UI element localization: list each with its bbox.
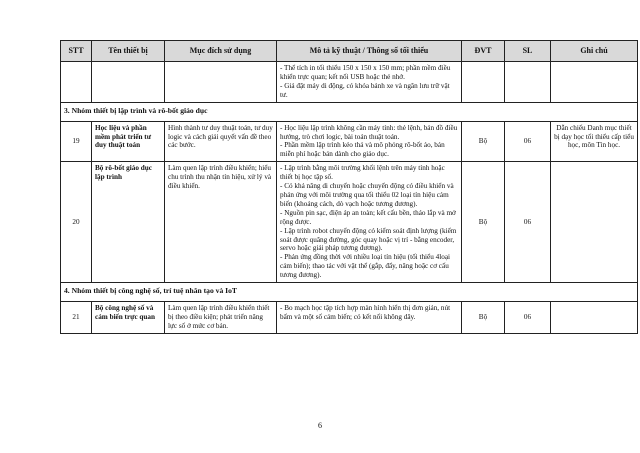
description-line: - Nguồn pin sạc, điện áp an toàn; kết cấu bền, tháo lắp và mở rộng được. [280, 208, 456, 226]
description-line: - Thể tích in tối thiểu 150 x 150 x 150 mm; phần mềm điều khiển trực quan; kết nối USB hoặc thẻ nhớ. [280, 64, 451, 81]
cell-name: Bộ rô-bốt giáo dục lập trình [92, 162, 165, 283]
header-technical-description: Mô tả kỹ thuật / Thông số tối thiểu [277, 41, 462, 62]
header-row [61, 41, 638, 62]
header-stt: STT [61, 41, 92, 62]
section-title: 3. Nhóm thiết bị lập trình và rô-bốt giáo dục [61, 102, 638, 121]
cell-name: Học liệu và phần mềm phát triển tư duy thuật toán [92, 121, 165, 162]
cell-unit: Bộ [462, 121, 505, 162]
cell-quantity [505, 62, 551, 103]
cell-unit: Bộ [462, 162, 505, 283]
cell-unit: Bộ [462, 302, 505, 334]
cell-stt: 20 [61, 162, 92, 283]
page-number: 6 [318, 421, 322, 430]
cell-name: Bộ công nghệ số và cảm biến trực quan [92, 302, 165, 334]
cell-description [277, 162, 462, 283]
cell-quantity: 06 [505, 302, 551, 334]
header-unit: ĐVT [462, 41, 505, 62]
cell-name [92, 62, 165, 103]
section-title: 4. Nhóm thiết bị công nghệ số, trí tuệ nhân tạo và IoT [61, 283, 638, 302]
cell-note [551, 62, 638, 103]
header-equipment-name: Tên thiết bị [92, 41, 165, 62]
header-purpose: Mục đích sử dụng [165, 41, 277, 62]
section-row-digital-ai-iot [61, 283, 638, 302]
cell-purpose: Làm quen lập trình điều khiển; hiểu chu trình thu nhận tín hiệu, xử lý và điều khiển. [165, 162, 277, 283]
cell-purpose [165, 62, 277, 103]
description-line: - Học liệu lập trình không cần máy tính: thẻ lệnh, bản đồ điều hướng, trò chơi logic, bài toán thuật toán. [280, 123, 458, 141]
cell-description [277, 62, 462, 103]
description-line: - Phần mềm lập trình kéo thả và mô phỏng rô-bốt ảo, bản miễn phí hoặc bản dành cho giáo dục. [280, 141, 445, 159]
description-line: - Phản ứng đồng thời với nhiều loại tín hiệu (tối thiểu 4loại cảm biến); thao tác với vật thể (gắp, đẩy, nâng hoặc cơ cấu tương đương). [280, 253, 451, 280]
cell-stt: 19 [61, 121, 92, 162]
header-notes: Ghi chú [551, 41, 638, 62]
cell-purpose: Làm quen lập trình điều khiển thiết bị theo điều kiện; phát triển năng lực số ở mức cơ bản. [165, 302, 277, 334]
cell-note: Dẫn chiếu Danh mục thiết bị dạy học tối thiểu cấp tiểu học, môn Tin học. [551, 121, 638, 162]
cell-note [551, 302, 638, 334]
description-line: - Bo mạch học tập tích hợp màn hình hiển thị đơn giản, nút bấm và một số cảm biến; có kết nối không dây. [280, 304, 451, 321]
cell-description [277, 121, 462, 162]
cell-unit [462, 62, 505, 103]
table-row-continuation [61, 62, 638, 103]
description-line: - Lập trình robot chuyển động có kiểm soát định lượng (kiểm soát được quãng đường, góc quay hoặc vị trí - bằng encoder, servo hoặc giải pháp tương đương). [280, 226, 457, 253]
cell-description [277, 302, 462, 334]
cell-quantity: 06 [505, 162, 551, 283]
cell-stt [61, 62, 92, 103]
cell-stt: 21 [61, 302, 92, 334]
description-line: - Có khả năng di chuyển hoặc chuyển động có điều khiển và phản ứng với môi trường qua tối thiểu 02 loại tín hiệu cảm biến (khoảng cách, dò vạch hoặc tương đương). [280, 182, 454, 208]
header-quantity: SL [505, 41, 551, 62]
cell-note [551, 162, 638, 283]
table-row-20 [61, 162, 638, 283]
description-line: - Lập trình bằng môi trường khối lệnh trên máy tính hoặc thiết bị học tập số. [280, 164, 445, 182]
table-row-19 [61, 121, 638, 162]
description-line: - Giá đặt máy di động, có khóa bánh xe và ngăn lưu trữ vật tư. [280, 81, 450, 99]
section-row-programming-robotics [61, 102, 638, 121]
equipment-table [60, 40, 638, 334]
cell-purpose: Hình thành tư duy thuật toán, tư duy logic và cách giải quyết vấn đề theo các bước. [165, 121, 277, 162]
table-row-21 [61, 302, 638, 334]
cell-quantity: 06 [505, 121, 551, 162]
